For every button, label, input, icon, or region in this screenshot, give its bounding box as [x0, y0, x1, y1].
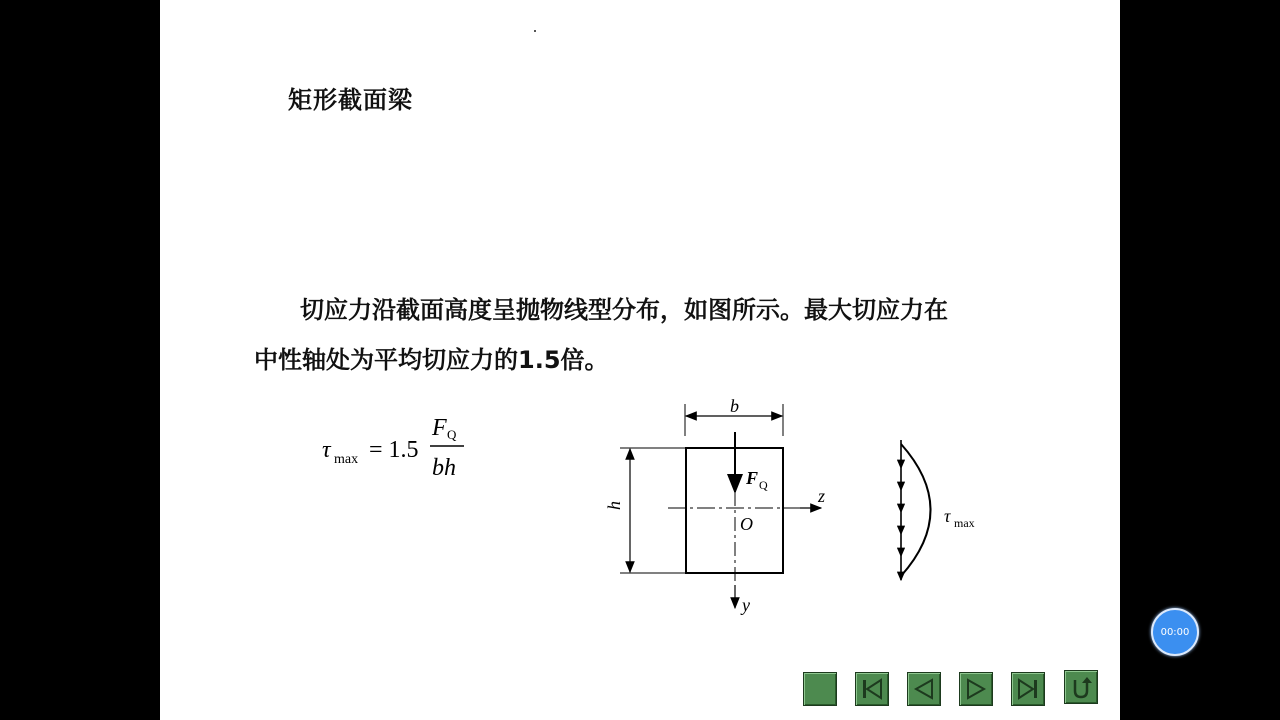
parabola-curve	[901, 444, 931, 576]
label-b: b	[730, 396, 739, 416]
paragraph-line-2: 中性轴处为平均切应力的1.5倍。	[254, 346, 609, 374]
label-F-sub: Q	[759, 478, 768, 492]
formula-tau-sub: max	[334, 452, 359, 467]
label-tau-max-sub: max	[954, 516, 975, 530]
formula-numerator-sub: Q	[447, 427, 457, 442]
square-icon	[804, 673, 836, 705]
first-slide-button[interactable]	[855, 672, 889, 706]
formula-coeff: = 1.5	[369, 437, 419, 463]
next-icon	[960, 673, 992, 705]
label-h: h	[604, 501, 624, 510]
return-icon	[1065, 671, 1097, 703]
body-paragraph	[254, 285, 1044, 385]
skip-last-icon	[1012, 673, 1044, 705]
formula-tau: τ	[322, 437, 331, 463]
previous-icon	[908, 673, 940, 705]
skip-first-icon	[856, 673, 888, 705]
timer-badge[interactable]: 00:00	[1151, 608, 1199, 656]
max-shear-formula	[310, 405, 490, 495]
shear-distribution-diagram	[880, 430, 990, 590]
label-F: F	[746, 468, 759, 488]
cross-section-diagram	[600, 390, 840, 620]
last-slide-button[interactable]	[1011, 672, 1045, 706]
label-tau-max: τ	[944, 506, 951, 526]
formula-denominator: bh	[432, 455, 456, 481]
return-button[interactable]	[1064, 670, 1098, 704]
stray-dot	[534, 30, 536, 32]
label-O: O	[740, 514, 753, 534]
next-slide-button[interactable]	[959, 672, 993, 706]
formula-numerator-F: F	[432, 415, 447, 441]
previous-slide-button[interactable]	[907, 672, 941, 706]
slide	[160, 0, 1120, 720]
paragraph-line-1: 切应力沿截面高度呈抛物线型分布，如图所示。最大切应力在	[300, 296, 948, 324]
label-z: z	[818, 486, 826, 506]
page-title: 矩形截面梁	[288, 86, 413, 114]
label-y: y	[742, 595, 750, 615]
menu-button[interactable]	[803, 672, 837, 706]
